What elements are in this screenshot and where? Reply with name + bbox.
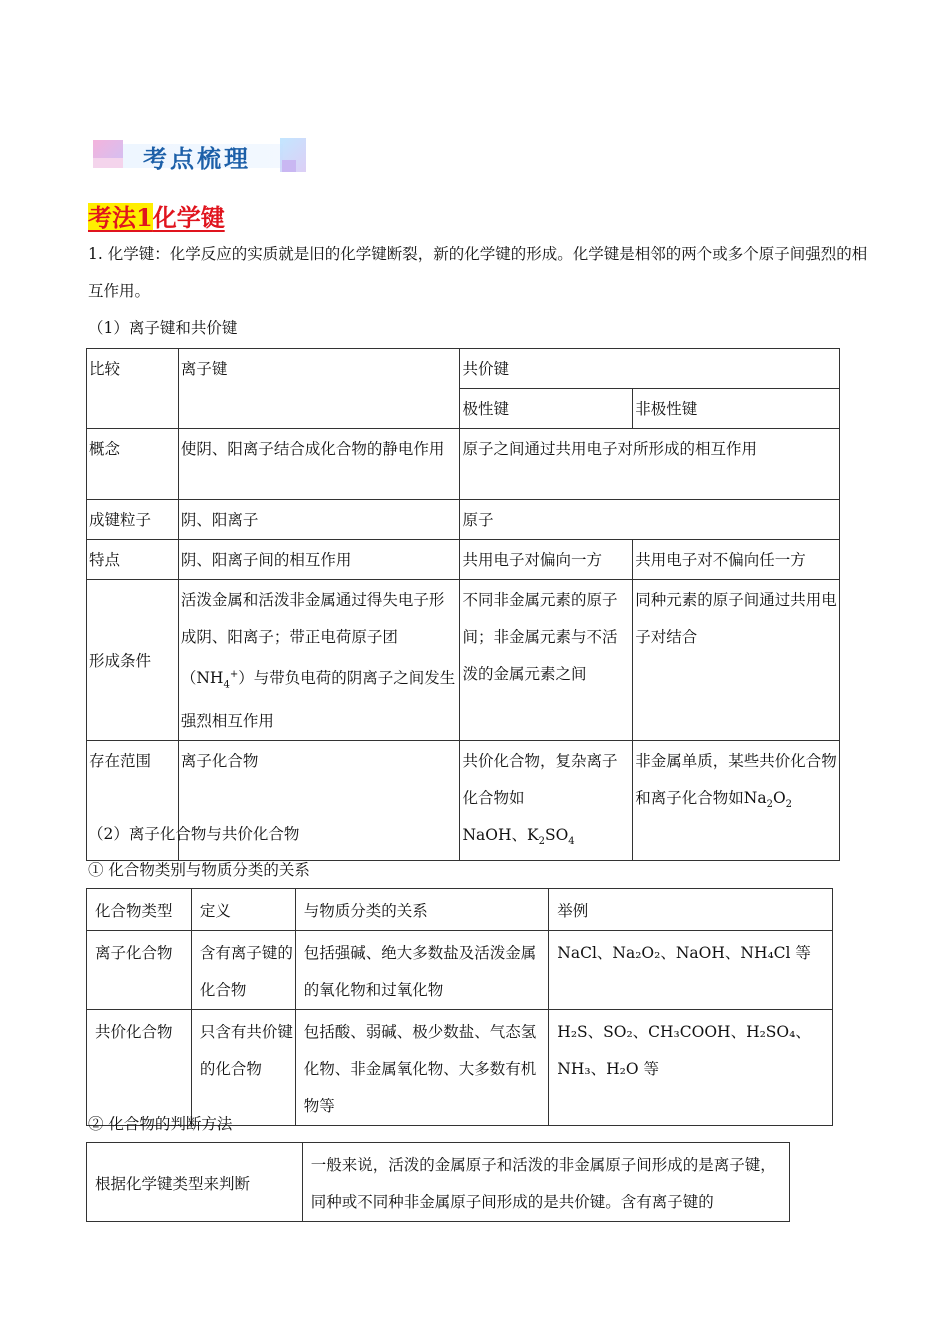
- table-cell: 共用电子对不偏向任一方: [633, 540, 840, 580]
- table-cell: 包括酸、弱碱、极少数盐、气态氢化物、非金属氧化物、大多数有机物等: [295, 1010, 549, 1126]
- table-cell: 存在范围: [87, 741, 179, 861]
- table-cell: 阴、阳离子: [178, 500, 460, 540]
- table-row: [87, 500, 840, 540]
- table-header: 定义: [191, 889, 295, 931]
- table-cell: 形成条件: [87, 580, 179, 741]
- table-cell: 成键粒子: [87, 500, 179, 540]
- cell-text: ）与带负电荷的阴离子之间发生强烈相互作用: [180, 669, 456, 731]
- table-header: 离子键: [178, 349, 460, 429]
- subscript: 4: [568, 836, 575, 848]
- table-cell: [178, 580, 460, 741]
- cell-text: 非金属单质，某些共价化合物和离子化合物如Na: [635, 752, 837, 808]
- table-row: [87, 540, 840, 580]
- subsection-title-2b: ② 化合物的判断方法: [88, 1115, 233, 1133]
- table-header: 比较: [87, 349, 179, 429]
- cell-text: 共价化合物，复杂离子化合物如: [462, 752, 618, 808]
- section-heading: [88, 198, 225, 233]
- table-cell: 原子: [460, 500, 840, 540]
- subscript: 2: [785, 799, 793, 811]
- table-row: [87, 931, 833, 1010]
- table-cell: 共用电子对偏向一方: [460, 540, 633, 580]
- table-cell: 包括强碱、绝大多数盐及活泼金属的氧化物和过氧化物: [295, 931, 549, 1010]
- bond-comparison-table: [86, 348, 840, 861]
- table-cell: 只含有共价键的化合物: [191, 1010, 295, 1126]
- table-row: [87, 889, 833, 931]
- banner-decoration-left-band: [93, 158, 123, 168]
- table-cell: NaCl、Na₂O₂、NaOH、NH₄Cl 等: [549, 931, 833, 1010]
- table-cell: 离子化合物: [178, 741, 460, 861]
- table-header: 化合物类型: [87, 889, 192, 931]
- table-row: [87, 429, 840, 500]
- heading-prefix-text: 考法: [88, 203, 136, 232]
- table-row: [87, 349, 840, 389]
- table-cell: 一般来说，活泼的金属原子和活泼的非金属原子间形成的是离子键，同种或不同种非金属原子间形成的是共价键。含有离子键的: [302, 1143, 789, 1222]
- subsection-title-2a: ① 化合物类别与物质分类的关系: [88, 861, 310, 879]
- banner-title: 考点梳理: [143, 145, 251, 173]
- table-header: 共价键: [460, 349, 840, 389]
- table-cell: 离子化合物: [87, 931, 192, 1010]
- table-header: 极性键: [460, 389, 633, 429]
- heading-number: 1: [136, 203, 153, 232]
- table-header: 与物质分类的关系: [295, 889, 549, 931]
- table-cell: H₂S、SO₂、CH₃COOH、H₂SO₄、NH₃、H₂O 等: [549, 1010, 833, 1126]
- table-cell: 不同非金属元素的原子间；非金属元素与不活泼的金属元素之间: [460, 580, 633, 741]
- formula-text: SO: [544, 826, 569, 845]
- heading-prefix: [88, 203, 153, 232]
- table-cell: 使阴、阳离子结合成化合物的静电作用: [178, 429, 460, 500]
- subscript: 4: [223, 679, 230, 691]
- table-row: [87, 1143, 790, 1222]
- compound-type-table: [86, 888, 833, 1126]
- superscript: +: [229, 669, 239, 680]
- subsection-title-2: （2）离子化合物与共价化合物: [88, 825, 300, 843]
- table-cell: 概念: [87, 429, 179, 500]
- subscript: 2: [538, 836, 545, 848]
- formula-text: NaOH、K: [462, 826, 539, 845]
- heading-topic: 化学键: [152, 203, 225, 232]
- table-cell: 根据化学键类型来判断: [87, 1143, 303, 1222]
- subscript: 2: [766, 799, 773, 811]
- section-banner: [93, 136, 308, 176]
- judgement-method-table: [86, 1142, 790, 1222]
- table-cell: 原子之间通过共用电子对所形成的相互作用: [460, 429, 840, 500]
- table-header: 非极性键: [633, 389, 840, 429]
- intro-paragraph: 1. 化学键：化学反应的实质就是旧的化学键断裂，新的化学键的形成。化学键是相邻的两个或多个原子间强烈的相互作用。: [88, 245, 868, 300]
- table-cell: 阴、阳离子间的相互作用: [178, 540, 460, 580]
- formula-text: O: [772, 789, 786, 808]
- table-cell: 共价化合物: [87, 1010, 192, 1126]
- banner-decoration-right-band: [282, 160, 296, 172]
- table-header: 举例: [549, 889, 833, 931]
- table-row: [87, 580, 840, 741]
- subsection-title-1: （1）离子键和共价键: [88, 319, 238, 337]
- table-cell: 含有离子键的化合物: [191, 931, 295, 1010]
- table-cell: 特点: [87, 540, 179, 580]
- cell-text: 活泼金属和活泼非金属通过得失电子形成阴、阳离子；带正电荷原子团（NH: [180, 591, 445, 688]
- table-cell: 同种元素的原子间通过共用电子对结合: [633, 580, 840, 741]
